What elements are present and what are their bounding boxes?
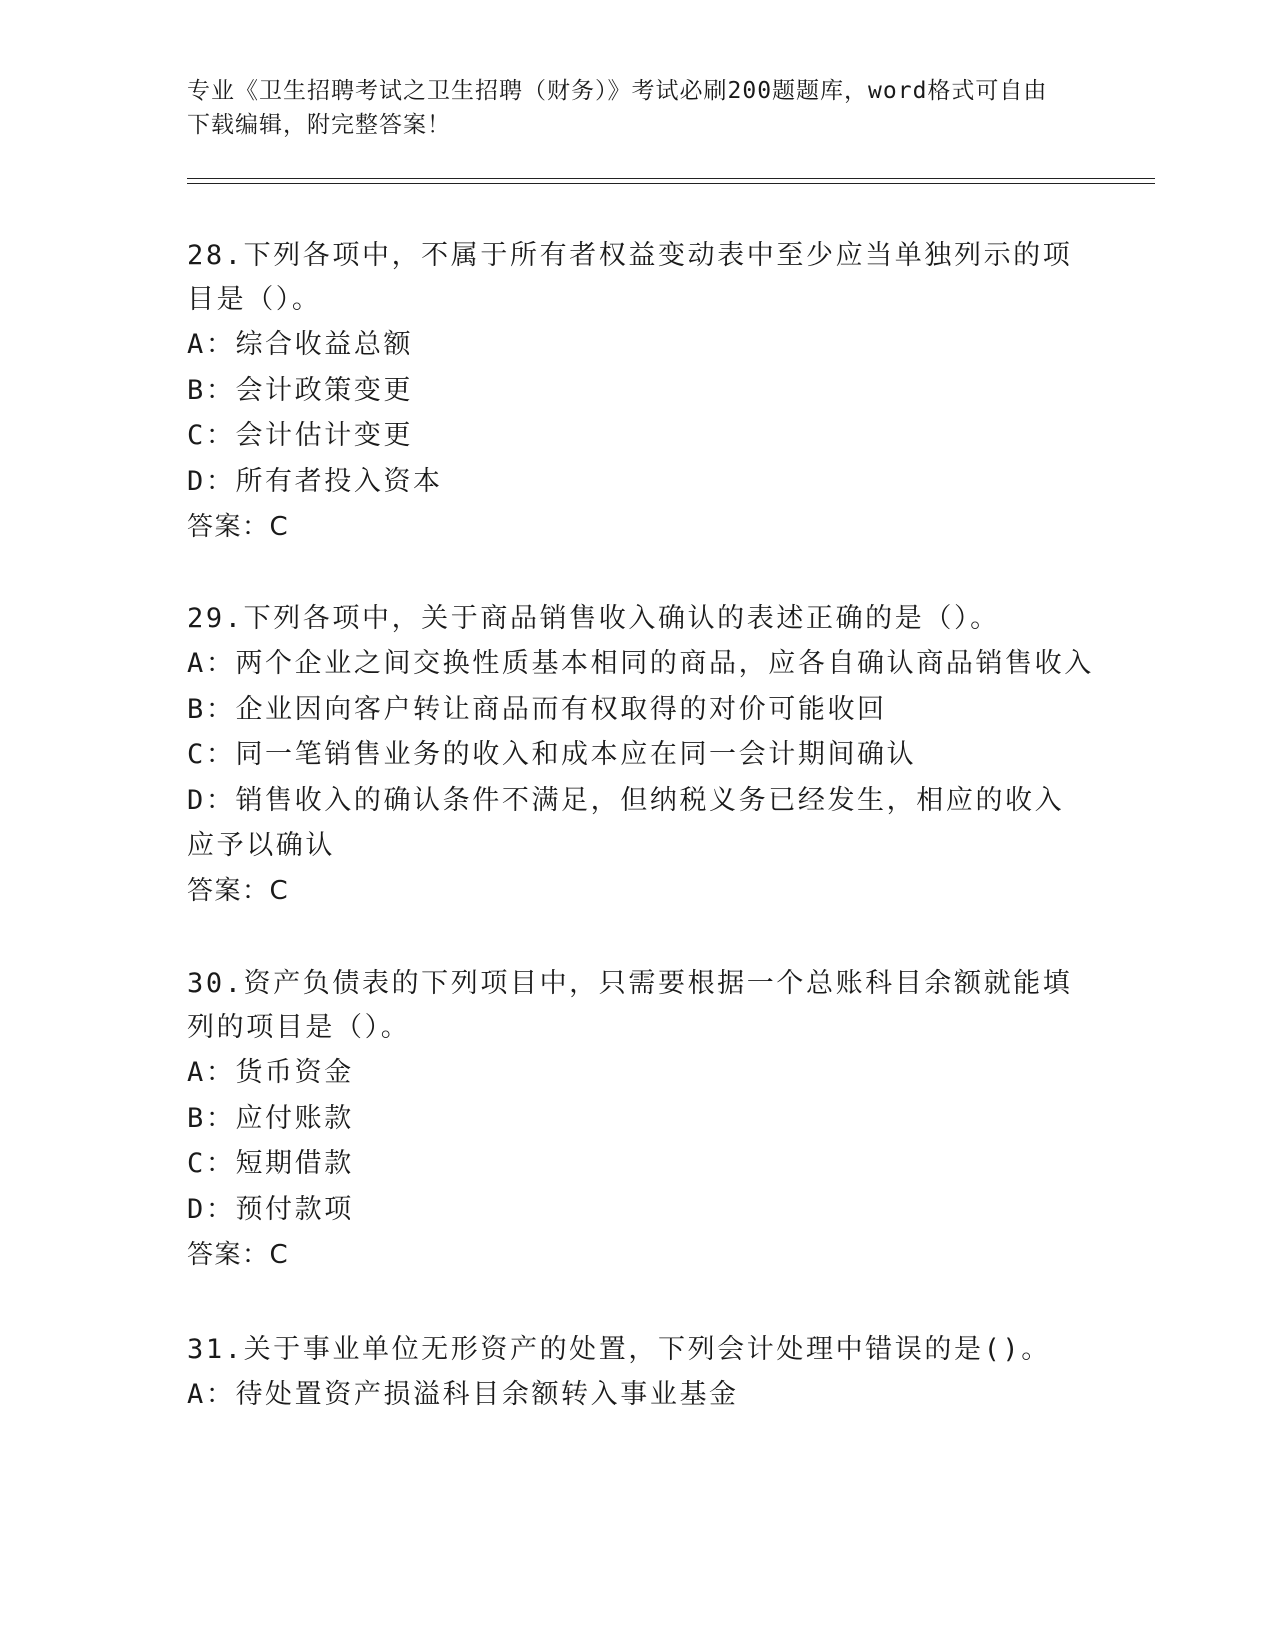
document-header: 专业《卫生招聘考试之卫生招聘（财务）》考试必刷200题题库，word格式可自由下载编辑，附完整答案！ bbox=[187, 78, 1048, 138]
question-30 bbox=[187, 962, 1087, 1278]
option-b: B：应付账款 bbox=[187, 1102, 354, 1134]
header-divider-top bbox=[187, 178, 1155, 179]
question-29 bbox=[187, 597, 1094, 914]
option-b: B：企业因向客户转让商品而有权取得的对价可能收回 bbox=[187, 693, 887, 725]
answer-label: 答案：C bbox=[187, 1240, 290, 1270]
option-d: D：所有者投入资本 bbox=[187, 465, 443, 497]
option-a: A：货币资金 bbox=[187, 1057, 354, 1088]
answer-label: 答案：C bbox=[187, 512, 290, 542]
option-a: A：两个企业之间交换性质基本相同的商品，应各自确认商品销售收入 bbox=[187, 648, 1094, 679]
option-b: B：会计政策变更 bbox=[187, 374, 414, 406]
question-stem: 28.下列各项中，不属于所有者权益变动表中至少应当单独列示的项目是（）。 bbox=[187, 240, 1073, 315]
option-a: A：待处置资产损溢科目余额转入事业基金 bbox=[187, 1379, 739, 1410]
option-d: D：销售收入的确认条件不满足，但纳税义务已经发生，相应的收入应予以确认 bbox=[187, 784, 1065, 861]
question-stem: 30.资产负债表的下列项目中，只需要根据一个总账科目余额就能填列的项目是（）。 bbox=[187, 968, 1073, 1043]
option-c: C：会计估计变更 bbox=[187, 420, 414, 451]
question-stem: 31.关于事业单位无形资产的处置，下列会计处理中错误的是()。 bbox=[187, 1334, 1051, 1365]
question-28 bbox=[187, 234, 1087, 550]
option-c: C：短期借款 bbox=[187, 1148, 354, 1179]
question-31 bbox=[187, 1328, 1087, 1418]
header-divider-bottom bbox=[187, 183, 1155, 184]
option-a: A：综合收益总额 bbox=[187, 329, 414, 360]
option-d: D：预付款项 bbox=[187, 1193, 354, 1225]
option-c: C：同一笔销售业务的收入和成本应在同一会计期间确认 bbox=[187, 739, 917, 770]
question-stem: 29.下列各项中，关于商品销售收入确认的表述正确的是（）。 bbox=[187, 603, 1000, 634]
answer-label: 答案：C bbox=[187, 875, 290, 906]
